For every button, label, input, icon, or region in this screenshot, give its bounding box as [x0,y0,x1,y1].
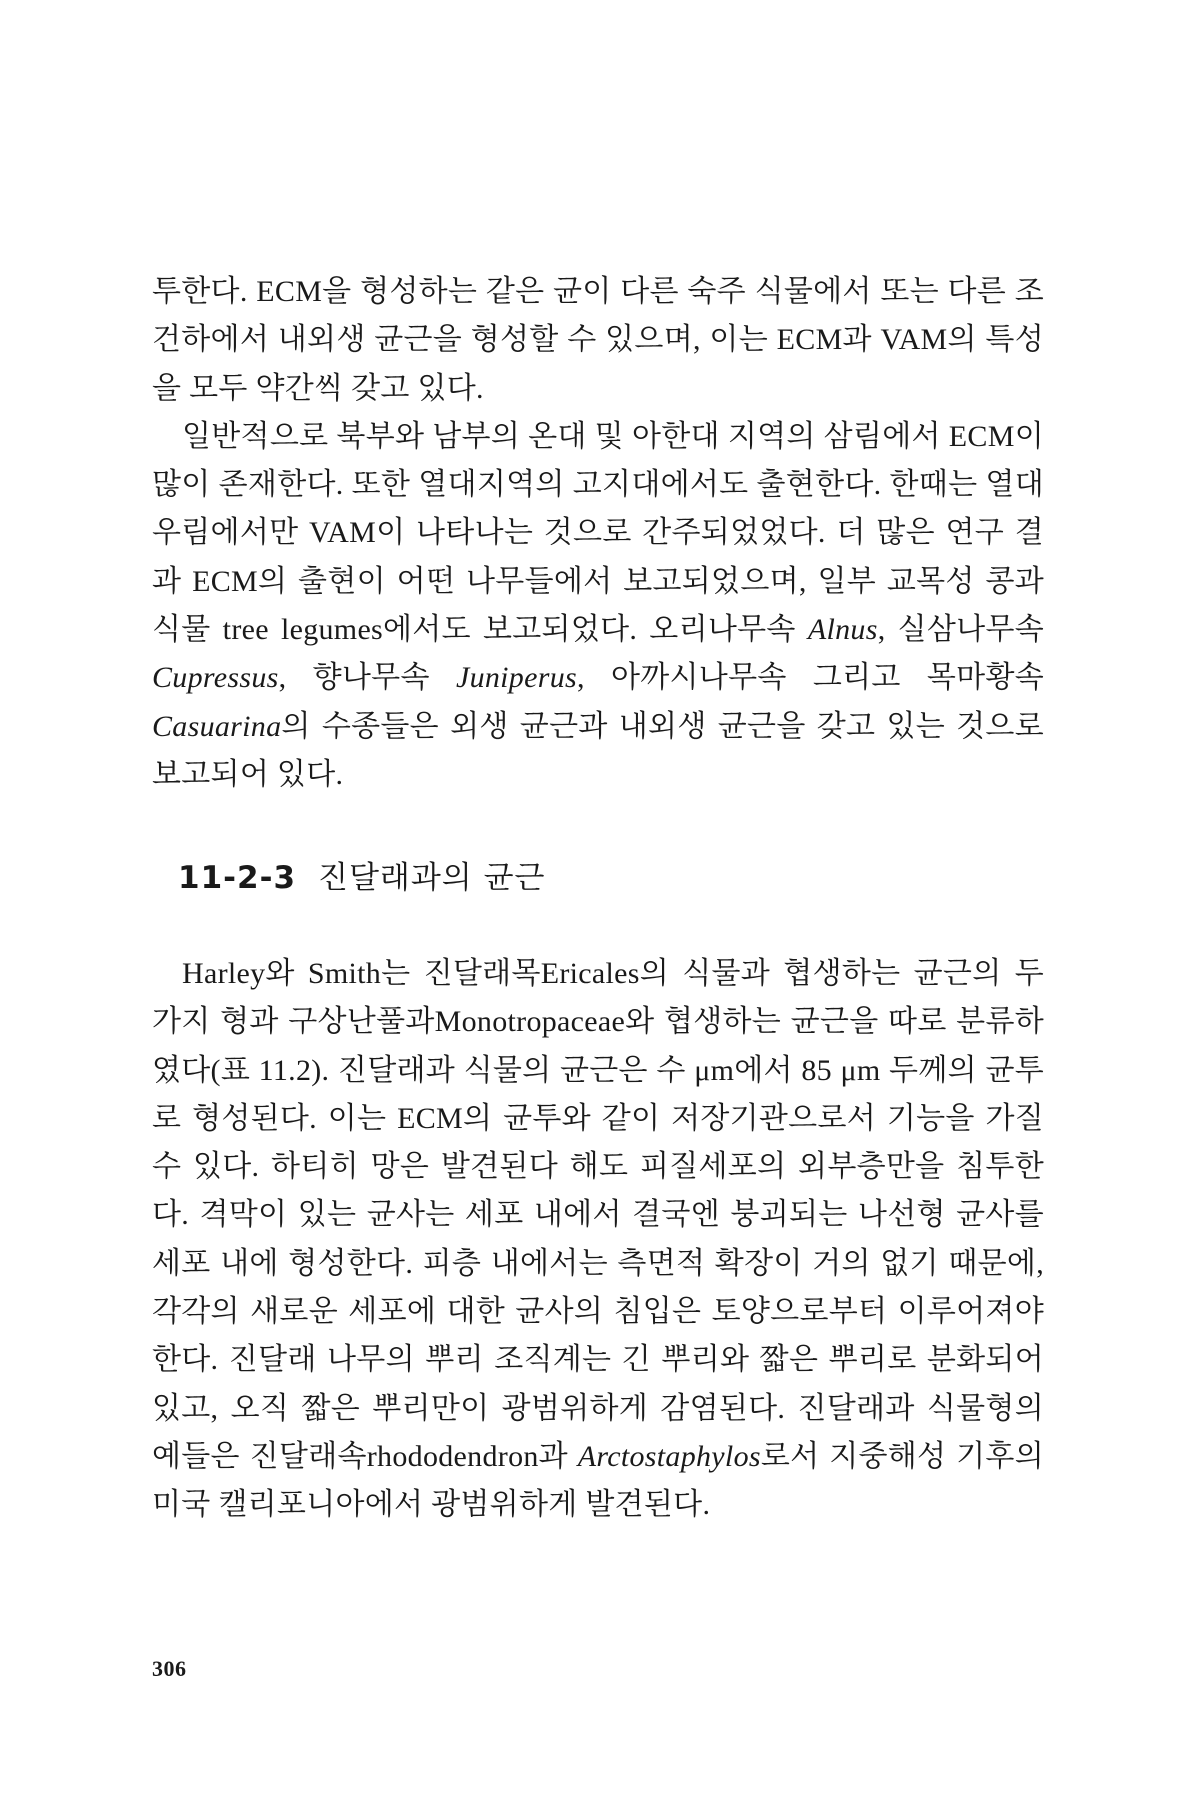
bottom-text-block [152,950,1044,1530]
paragraph-ecm-distribution [152,413,1044,799]
genus-name-cupressus: Cupressus [152,661,279,695]
paragraph-text: 의 수종들은 외생 균근과 내외생 균근을 갖고 있는 것으로 보고되어 있다. [152,709,1044,791]
paragraph-text: 로서 지중해성 기후의 미국 캘리포니아에서 광범위하게 발견된다. [152,1439,1044,1522]
section-number: 11-2-3 [178,860,297,896]
section-heading [178,858,546,898]
paragraph-text: 일반적으로 북부와 남부의 온대 및 아한대 지역의 삼림에서 ECM이 많이 존재한다. 또한 열대지역의 고지대에서도 출현한다. 한때는 열대 우림에서만 VAM이 나타나는 것으로 간주되었었다. 더 많은 연구 결과 ECM의 출현이 어떤 나무들에서 보고되었으며, 일부 교목성 콩과 식물 tree legumes에서도 보고되었다. 오리나무속 [152,419,1044,647]
genus-name-alnus: Alnus [807,613,878,647]
paragraph-text: , 향나무속 [278,661,456,695]
genus-name-arctostaphylos: Arctostaphylos [577,1439,761,1473]
genus-name-casuarina: Casuarina [152,709,282,743]
paragraph-text: , 실삼나무속 [877,613,1045,647]
genus-name-juniperus: Juniperus [455,661,577,695]
top-text-block [152,268,1044,799]
section-title: 진달래과의 균근 [318,860,546,896]
paragraph-text: , 아까시나무속 그리고 목마황속 [576,661,1044,695]
paragraph-continued: 투한다. ECM을 형성하는 같은 균이 다른 숙주 식물에서 또는 다른 조건하에서 내외생 균근을 형성할 수 있으며, 이는 ECM과 VAM의 특성을 모두 약간씩 갖고 있다. [152,275,1044,405]
paragraph-text: Harley와 Smith는 진달래목Ericales의 식물과 협생하는 균근의 두 가지 형과 구상난풀과Monotropaceae와 협생하는 균근을 따로 분류하였다(표 11.2). 진달래과 식물의 균근은 수 μm에서 85 μm 두께의 균투로 형성된다. 이는 ECM의 균투와 같이 저장기관으로서 기능을 가질 수 있다. 하티히 망은 발견된다 해도 피질세포의 외부층만을 침투한다. 격막이 있는 균사는 세포 내에서 결국엔 붕괴되는 나선형 균사를 세포 내에 형성한다. 피층 내에서는 측면적 확장이 거의 없기 때문에, 각각의 새로운 세포에 대한 균사의 침입은 토양으로부터 이루어져야 한다. 진달래 나무의 뿌리 조직계는 긴 뿌리와 짧은 뿌리로 분화되어 있고, 오직 짧은 뿌리만이 광범위하게 감염된다. 진달래과 식물형의 예들은 진달래속rhododendron과 [152,957,1044,1473]
page-number: 306 [152,1656,187,1681]
paragraph-ericoid-mycorrhiza [152,950,1044,1530]
